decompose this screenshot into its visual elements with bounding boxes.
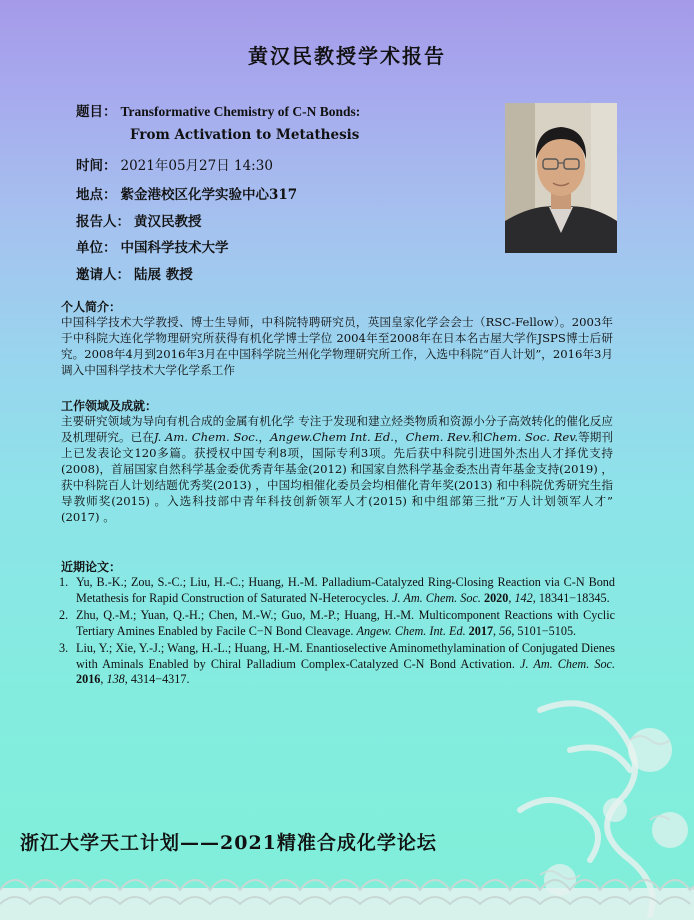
publication-number: 3. xyxy=(59,641,69,655)
publication-item: 3. Liu, Y.; Xie, Y.-J.; Wang, H.-L.; Huang, H.-M. Enantioselective Aminomethylamination of Conjugated Dienes with Aminals Enabled by Chiral Palladium Complex-Catalyzed C-N Bond Activation. J. Am. Chem. Soc. 2016, 138, 4314−4317. xyxy=(59,641,615,686)
host-label: 邀请人： xyxy=(76,267,130,283)
time-row xyxy=(76,154,273,174)
publication-authors: Yu, B.-K.; Zou, S.-C.; Liu, H.-C.; Huang, H.-M. Palladium-Catalyzed Ring-Closing Reaction via C-N Bond Metathesis for Rapid Construction of Saturated N-Heterocycles. xyxy=(76,575,615,605)
publication-year: 2016 xyxy=(76,672,101,686)
topic-row xyxy=(76,100,360,120)
publication-volume: 138 xyxy=(106,672,125,686)
publication-year: 2020 xyxy=(483,590,509,605)
research-text-b: 等期刊上已发表论文120多篇。获授权中国专利8项，国际专利3项。先后获中科院引进国外杰出人才择优支持(2008)，首届国家自然科学基金委优秀青年基金(2012) 和国家自然科学基金委杰出青年基金支持(2019) ，获中科院百人计划结题优秀奖(2013) ，中国均相催化委员会均相催化青年奖(2013) 和中科院优秀研究生指导教师奖(2015) 。入选科技部中青年科技创新领军人才(2015) 和中组部第三批“万人计划领军人才” (2017) 。 xyxy=(61,430,613,524)
place-row xyxy=(76,183,297,203)
publication-pages: , 5101−5105. xyxy=(511,623,577,638)
research-sep-3: 和 xyxy=(471,430,484,444)
publication-year: 2017 xyxy=(468,623,494,638)
publication-pages: , 18341−18345. xyxy=(532,590,610,605)
publication-item: 2. Zhu, Q.-M.; Yuan, Q.-H.; Chen, M.-W.; Guo, M.-P.; Huang, H.-M. Multicomponent Reactions with Cyclic Tertiary Amines Enabled by Facile C−N Bond Cleavage. Angew. Chem. Int. Ed. 2017, 56, 5101−5105. xyxy=(59,608,615,638)
publication-volume: 142 xyxy=(514,590,533,605)
speaker-label: 报告人： xyxy=(76,214,130,230)
page-title: 黄汉民教授学术报告 xyxy=(248,44,446,68)
research-heading: 工作领域及成就： xyxy=(61,399,158,413)
research-journal-3: Chem. Rev. xyxy=(405,430,472,444)
publication-list xyxy=(59,575,615,690)
research-text xyxy=(61,413,613,525)
publication-authors: Zhu, Q.-M.; Yuan, Q.-H.; Chen, M.-W.; Guo, M.-P.; Huang, H.-M. Multicomponent Reactions with Cyclic Tertiary Amines Enabled by Facile C−N Bond Cleavage. xyxy=(76,608,615,638)
publication-number: 1. xyxy=(59,575,69,589)
unit-row xyxy=(76,236,229,256)
speaker-photo xyxy=(505,103,617,253)
speaker-value: 黄汉民教授 xyxy=(134,214,202,230)
research-text-a: 主要研究领域为导向有机合成的金属有机化学 专注于发现和建立烃类物质和资源小分子高效转化的催化反应及机理研究。已在 xyxy=(61,414,613,444)
publications-heading: 近期论文： xyxy=(61,560,122,574)
topic-label: 题目： xyxy=(76,104,117,120)
research-journal-4: Chem. Soc. Rev. xyxy=(483,430,579,444)
unit-value: 中国科学技术大学 xyxy=(120,240,229,256)
time-value: 2021年05月27日 14:30 xyxy=(120,158,273,174)
research-journal-1: J. Am. Chem. Soc. xyxy=(153,430,259,444)
host-row xyxy=(76,263,193,283)
publication-pages: , 4314−4317. xyxy=(124,672,190,686)
research-sep-1: ， xyxy=(258,430,271,444)
speaker-portrait-illustration xyxy=(505,103,617,253)
place-label: 地点： xyxy=(76,187,117,203)
publication-journal: J. Am. Chem. Soc. xyxy=(392,590,481,605)
time-label: 时间： xyxy=(76,158,117,174)
bio-text: 中国科学技术大学教授、博士生导师，中科院特聘研究员，英国皇家化学会会士（RSC-Fellow）。2003年于中科院大连化学物理研究所获得有机化学博士学位 2004年至2008年在日本名古屋大学作JSPS博士后研究。2008年4月到2016年3月在中国科学院兰州化学物理研究所工作，入选中科院“百人计划”，2016年3月调入中国科学技术大学化学系工作 xyxy=(61,315,613,377)
publication-item: 1. Yu, B.-K.; Zou, S.-C.; Liu, H.-C.; Huang, H.-M. Palladium-Catalyzed Ring-Closing Reaction via C-N Bond Metathesis for Rapid Construction of Saturated N-Heterocycles. J. Am. Chem. Soc. 2020, 142, 18341−18345. xyxy=(59,575,615,605)
research-journal-2: Angew.Chem Int. Ed. xyxy=(270,430,394,444)
publication-volume: 56 xyxy=(499,623,512,638)
footer-text: 浙江大学天工计划——2021精准合成化学论坛 xyxy=(20,832,437,854)
research-sep-2: ， xyxy=(393,430,406,444)
wave-border-icon xyxy=(0,860,694,920)
topic-line2: From Activation to Metathesis xyxy=(130,127,360,143)
host-value: 陆展 教授 xyxy=(134,267,193,283)
place-value: 紫金港校区化学实验中心317 xyxy=(120,187,298,203)
publication-journal: Angew. Chem. Int. Ed. xyxy=(356,623,466,638)
publication-journal: J. Am. Chem. Soc. xyxy=(520,656,615,671)
unit-label: 单位： xyxy=(76,240,117,256)
publication-number: 2. xyxy=(59,608,69,622)
bio-heading: 个人简介： xyxy=(61,300,122,314)
publication-authors: Liu, Y.; Xie, Y.-J.; Wang, H.-L.; Huang, H.-M. Enantioselective Aminomethylamination of Conjugated Dienes with Aminals Enabled by Chiral Palladium Complex-Catalyzed C-N Bond Activation. xyxy=(76,641,615,671)
topic-line1: Transformative Chemistry of C-N Bonds: xyxy=(120,104,361,119)
speaker-row xyxy=(76,210,202,230)
